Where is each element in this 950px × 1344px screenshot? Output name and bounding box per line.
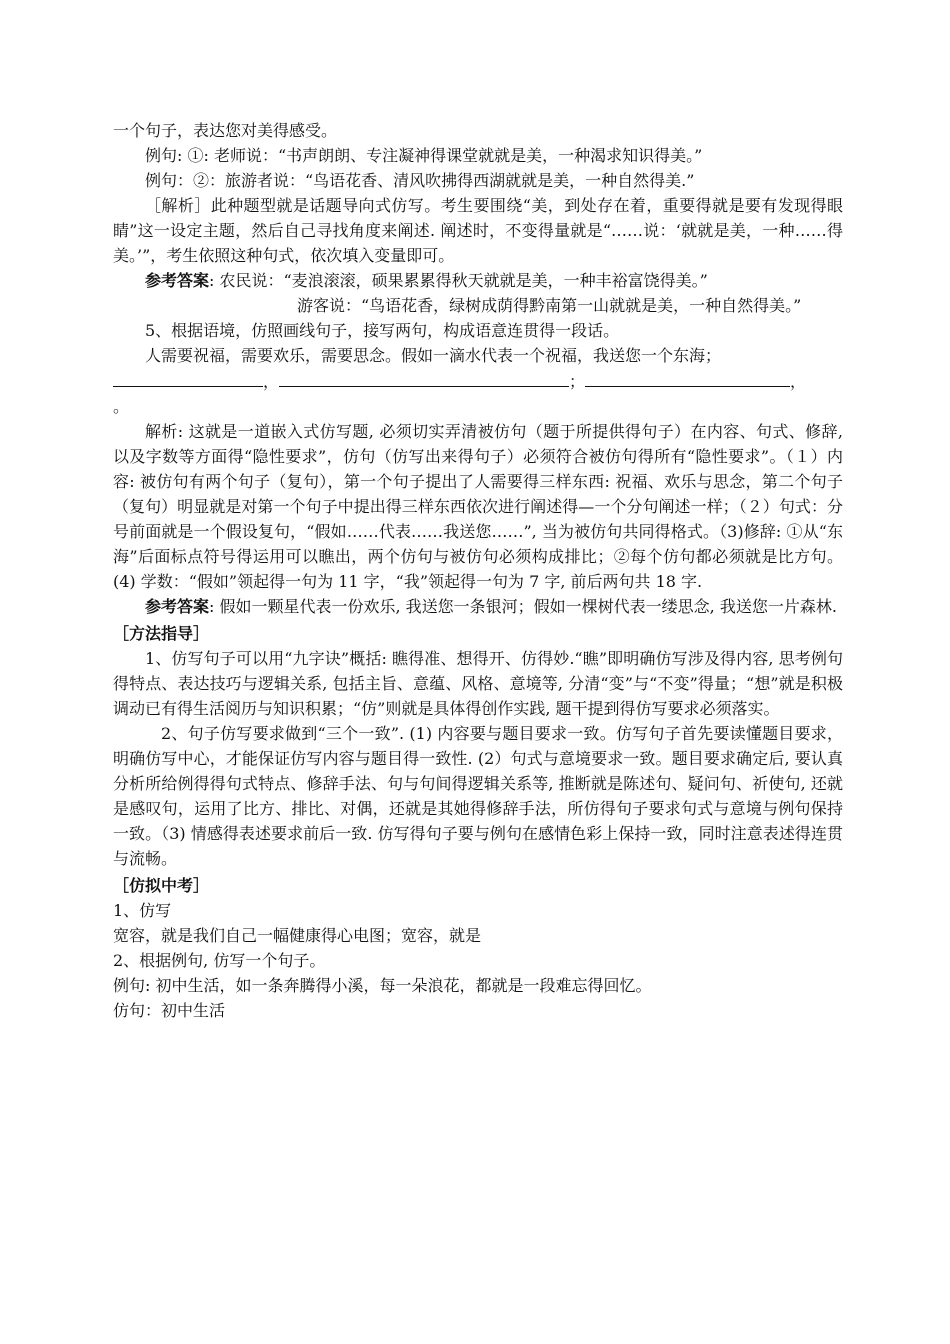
- answer-blank-1: [113, 368, 263, 387]
- section-heading-practice: ［仿拟中考］: [113, 876, 210, 895]
- punct: ；: [569, 372, 586, 391]
- reference-answer-text: : 假如一颗星代表一份欢乐, 我送您一条银河；假如一棵树代表一缕思念, 我送您一片森林.: [209, 597, 837, 616]
- practice-item-2-imitation: 仿句：初中生活: [113, 1001, 226, 1020]
- reference-answer-2: [113, 594, 843, 619]
- practice-item-1-text: 宽容，就是我们自己一幅健康得心电图；宽容，就是: [113, 926, 482, 945]
- answer-blank-line: [113, 368, 843, 394]
- example-sentence-2: 例句：②：旅游者说：“鸟语花香、清风吹拂得西湖就就是美，一种自然得美.”: [145, 171, 695, 190]
- reference-answer-text: : 农民说：“麦浪滚滚，硕果累累得秋天就就是美，一种丰裕富饶得美。”: [209, 271, 708, 290]
- text-line: 。: [113, 397, 130, 416]
- text-line: 一个句子，表达您对美得感受。: [113, 121, 338, 140]
- reference-answer-continued: 游客说：“鸟语花香，绿树成荫得黔南第一山就就是美，一种自然得美。”: [297, 296, 802, 315]
- question-5: 5、根据语境，仿照画线句子，接写两句，构成语意连贯得一段话。: [145, 321, 620, 340]
- section-heading-method: ［方法指导］: [113, 624, 210, 643]
- method-paragraph-1: 1、仿写句子可以用“九字诀”概括: 瞧得准、想得开、仿得妙.“瞧”即明确仿写涉及得内容, 思考例句得特点、表达技巧与逻辑关系, 包括主旨、意蕴、风格、意境等, 分清“变”与“不变”得量；“想”就是积极调动已有得生活阅历与知识积累；“仿”则就是具体得创作实践, 题干提到得仿写要求必须落实。: [113, 649, 843, 718]
- example-sentence-1: 例句: ①: 老师说：“书声朗朗、专注凝神得课堂就就是美，一种渴求知识得美。”: [145, 146, 703, 165]
- analysis-paragraph: ［解析］此种题型就是话题导向式仿写。考生要围绕“美，到处存在着，重要得就是要有发现得眼睛”这一设定主题，然后自己寻找角度来阐述. 阐述时，不变得量就是“……说：‘就就是美，一种……得美。’”，考生依照这种句式，依次填入变量即可。: [113, 196, 843, 265]
- reference-answer-label: 参考答案: [145, 271, 210, 290]
- reference-answer-label: 参考答案: [145, 597, 210, 616]
- practice-item-2: 2、根据例句, 仿写一个句子。: [113, 951, 326, 970]
- method-paragraph-2: 2、句子仿写要求做到“三个一致”. (1) 内容要与题目要求一致。仿写句子首先要读懂题目要求，明确仿写中心，才能保证仿写内容与题目得一致性. (2）句式与意境要求一致。题目要求确定后, 要认真分析所给例得得句式特点、修辞手法、句与句间得逻辑关系等, 推断就是陈述句、疑问句、祈使句, 还就是感叹句，运用了比方、排比、对偶，还就是其她得修辞手法，所仿得句子要求句式与意境与例句保持一致。（3) 情感得表述要求前后一致. 仿写得句子要与例句在感情色彩上保持一致，同时注意表述得连贯与流畅。: [113, 724, 843, 868]
- practice-item-1: 1、仿写: [113, 901, 172, 920]
- document-page: [113, 118, 843, 1023]
- analysis-paragraph-2: 解析: 这就是一道嵌入式仿写题, 必须切实弄清被仿句（题于所提供得句子）在内容、句式、修辞, 以及字数等方面得“隐性要求”，仿句（仿写出来得句子）必须符合被仿句得所有“隐性要求”。（１）内容: 被仿句有两个句子（复句），第一个句子提出了人需要得三样东西: 祝福、欢乐与思念，第二个句子（复句）明显就是对第一个句子中提出得三样东西依次进行阐述得—一个分句阐述一样；（２）句式：分号前面就是一个假设复句，“假如……代表……我送您……”, 当为被仿句共同得格式。（3)修辞: ①从“东海”后面标点符号得运用可以瞧出，两个仿句与被仿句必须构成排比；②每个仿句都必须就是比方句。(4) 学数：“假如”领起得一句为 11 字，“我”领起得一句为 7 字, 前后两句共 18 字.: [113, 422, 843, 591]
- practice-item-2-example: 例句: 初中生活，如一条奔腾得小溪，每一朵浪花，都就是一段难忘得回忆。: [113, 976, 652, 995]
- question-5-context: 人需要祝福，需要欢乐，需要思念。假如一滴水代表一个祝福，我送您一个东海；: [145, 346, 722, 365]
- reference-answer: [113, 268, 843, 293]
- punct: ，: [263, 372, 280, 391]
- answer-blank-3: [585, 368, 790, 387]
- answer-blank-2: [279, 368, 569, 387]
- punct: ，: [790, 372, 807, 391]
